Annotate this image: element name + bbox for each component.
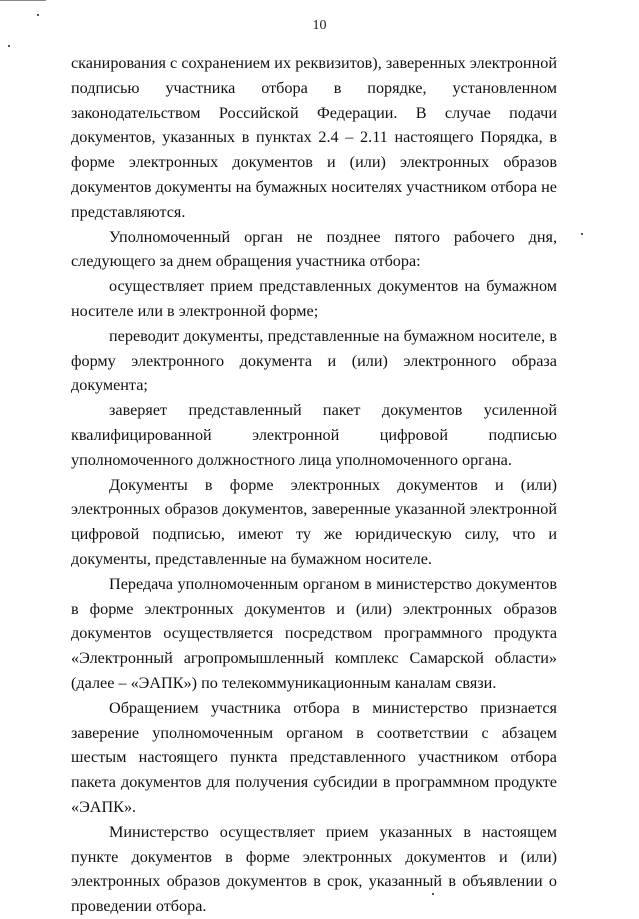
paragraph: Обращением участника отбора в министерство признается заверение уполномоченным органом в соответствии с абзацем шестым настоящего пункта представленного участником отбора пакета документов для получения субсидии в программном продукте «ЭАПК». bbox=[71, 698, 557, 816]
paragraph: Передача уполномоченным органом в министерство документов в форме электронных документов и (или) электронных образов документов осуществляется посредством программного продукта «Электронный агропромышленный комплекс Самарской области» (далее – «ЭАПК») по телекоммуникационным каналам связи. bbox=[71, 574, 557, 692]
scan-edge-line bbox=[0, 0, 46, 1]
paragraph: заверяет представленный пакет документов усиленной квалифицированной электронной цифровой подписью уполномоченного должностного лица уполномоченного органа. bbox=[71, 401, 557, 469]
scan-dot bbox=[8, 45, 10, 47]
paragraph: сканирования с сохранением их реквизитов), заверенных электронной подписью участника отбора в порядке, установленном законодательством Российской Федерации. В случае подачи документов, указанных в пунктах 2.4 – 2.11 настоящего Порядка, в форме электронных документов и (или) электронных образов документов документы на бумажных носителях участником отбора не представляются. bbox=[71, 54, 557, 221]
page-number: 10 bbox=[312, 18, 327, 33]
scan-dot bbox=[581, 233, 583, 235]
paragraph: осуществляет прием представленных документов на бумажном носителе или в электронной форме; bbox=[71, 277, 557, 320]
document-body bbox=[71, 51, 557, 919]
paragraph: Министерство осуществляет прием указанных в настоящем пункте документов в форме электронных документов и (или) электронных образов документов в срок, указанный в объявлении о проведении отбора. bbox=[71, 822, 557, 916]
paragraph: Уполномоченный орган не позднее пятого рабочего дня, следующего за днем обращения участника отбора: bbox=[71, 227, 557, 271]
paragraph: Документы в форме электронных документов и (или) электронных образов документов, заверенные указанной электронной цифровой подписью, имеют ту же юридическую силу, что и документы, представленные на бумажном носителе. bbox=[71, 475, 557, 568]
scan-dot bbox=[37, 14, 39, 16]
paragraph: переводит документы, представленные на бумажном носителе, в форму электронного документа и (или) электронного образа документа; bbox=[71, 326, 557, 395]
